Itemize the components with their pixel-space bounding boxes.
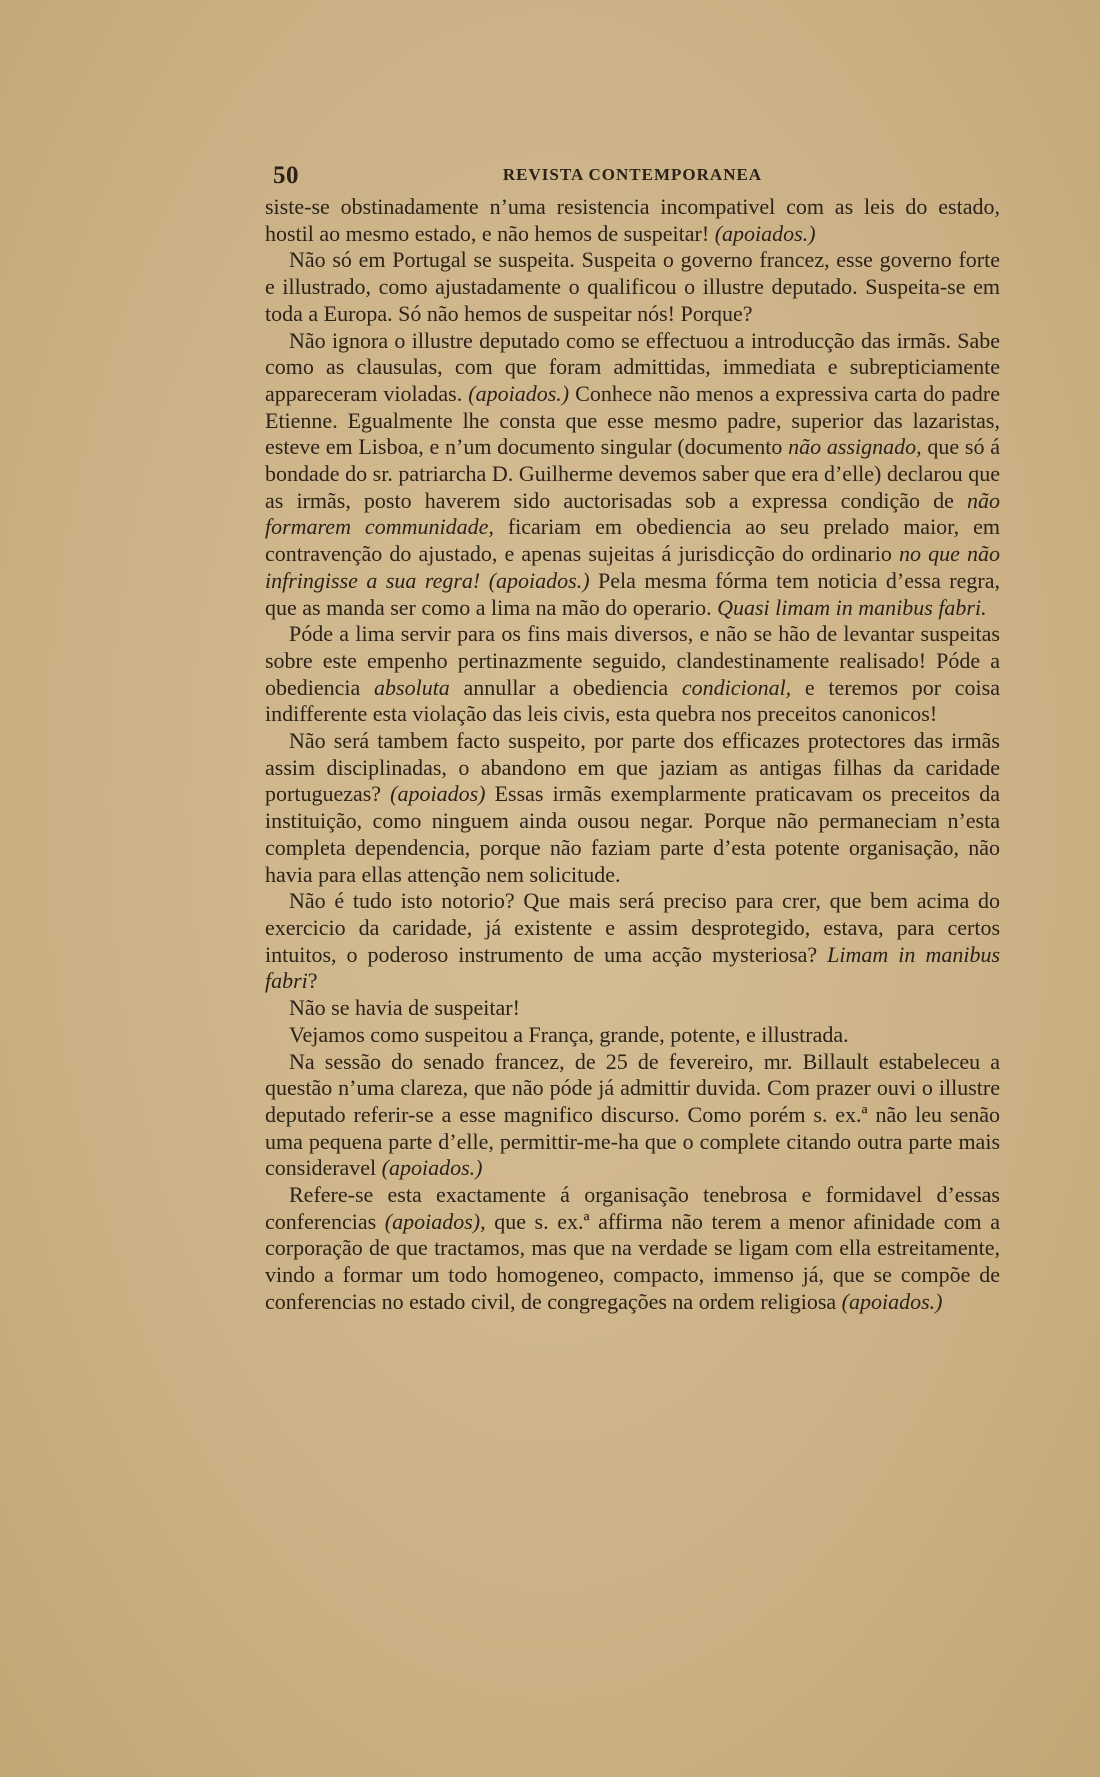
- italic-text: não formarem communidade,: [265, 487, 1000, 540]
- italic-text: condicional,: [681, 674, 792, 700]
- italic-text: (apoiados),: [384, 1208, 486, 1234]
- italic-text: (apoiados.): [714, 220, 816, 246]
- text-run: annullar a obediencia: [449, 674, 682, 700]
- text-run: Vejamos como suspeitou a França, grande, potente, e illustrada.: [289, 1021, 849, 1047]
- italic-text: (apoiados.): [841, 1288, 943, 1314]
- text-run: siste-se obstinadamente n’uma resistencia incompativel com as leis do estado, hostil ao mesmo estado, e não hemos de suspeitar!: [265, 194, 1000, 246]
- page-header: [265, 158, 1000, 194]
- italic-text: (apoiados.): [468, 380, 570, 406]
- page-number: 50: [273, 162, 299, 189]
- text-run: Póde a lima servir para os fins mais diversos, e não se hão de levantar suspeitas sobre este empenho pertinazmente seguido, clandestinamente realisado! Póde a obediencia: [265, 621, 1000, 700]
- italic-text: no que não infringisse a sua regra! (apoiados.): [265, 541, 1000, 593]
- page: [265, 158, 1000, 1316]
- italic-text: Quasi limam in manibus fabri.: [717, 594, 987, 620]
- paragraph: [265, 1182, 1000, 1316]
- text-run: Refere-se esta exactamente á organisação tenebrosa e formidavel d’essas conferencias: [265, 1182, 1000, 1234]
- italic-text: não assignado,: [788, 434, 922, 460]
- text-run: Na sessão do senado francez, de 25 de fevereiro, mr. Billault estabeleceu a questão n’uma clareza, que não póde já admittir duvida. Com prazer ouvi o illustre deputado referir-se a esse magnifico discurso. Como porém s. ex.ª não leu senão uma pequena parte d’elle, permittir-me-ha que o complete citando outra parte mais consideravel: [265, 1048, 1000, 1181]
- paragraph: [265, 247, 1000, 327]
- italic-text: (apoiados.): [381, 1155, 483, 1181]
- text-run: e teremos por coisa indifferente esta violação das leis civis, esta quebra nos preceitos canonicos!: [265, 674, 1000, 727]
- running-title: REVISTA CONTEMPORANEA: [502, 165, 763, 184]
- paragraph: [265, 1049, 1000, 1183]
- paragraph: [265, 1022, 1000, 1049]
- text-run: Essas irmãs exemplarmente praticavam os preceitos da instituição, como ninguem ainda ousou negar. Porque não permaneciam n’esta completa dependencia, porque não faziam parte d’esta potente organisação, não havia para ellas attenção nem solicitude.: [265, 781, 1000, 887]
- italic-text: (apoiados): [390, 781, 486, 807]
- text-run: Não se havia de suspeitar!: [289, 995, 520, 1021]
- text-run: Não só em Portugal se suspeita. Suspeita o governo francez, esse governo forte e illustrado, como ajustadamente o qualificou o illustre deputado. Suspeita-se em toda a Europa. Só não hemos de suspeitar nós! Porque?: [265, 247, 1000, 326]
- text-run: ficariam em obediencia ao seu prelado maior, em contravenção do ajustado, e apenas sujeitas á jurisdicção do ordinario: [265, 514, 1000, 567]
- paragraph: [265, 728, 1000, 888]
- paragraph: [265, 888, 1000, 995]
- paragraph: [265, 194, 1000, 247]
- text-run: que s. ex.ª affirma não terem a menor afinidade com a corporação de que tractamos, mas que na verdade se ligam com ella estreitamente, vindo a formar um todo homogeneo, compacto, immenso já, que se compõe de conferencias no estado civil, de congregações na ordem religiosa: [265, 1208, 1001, 1314]
- paragraph: [265, 621, 1000, 728]
- text-run: Conhece não menos a expressiva carta do padre Etienne. Egualmente lhe consta que esse mesmo padre, superior das lazaristas, esteve em Lisboa, e n’um documento singular (documento: [265, 380, 1000, 460]
- text-run: Pela mesma fórma tem noticia d’essa regra, que as manda ser como a lima na mão do operario.: [265, 567, 1000, 620]
- italic-text: absoluta: [374, 674, 450, 700]
- text-run: que só á bondade do sr. patriarcha D. Guilherme devemos saber que era d’elle) declarou que as irmãs, posto haverem sido auctorisadas sob a expressa condição de: [265, 434, 1001, 513]
- text-run: Não ignora o illustre deputado como se effectuou a introducção das irmãs. Sabe como as clausulas, com que foram admittidas, immediata e subrepticiamente appareceram violadas.: [265, 327, 1000, 406]
- paragraph: [265, 995, 1000, 1022]
- text-run: Não é tudo isto notorio? Que mais será preciso para crer, que bem acima do exercicio da caridade, já existente e assim desprotegido, estava, para certos intuitos, o poderoso instrumento de uma acção mysteriosa?: [265, 888, 1000, 967]
- text-run: ?: [307, 968, 318, 994]
- paragraph: [265, 328, 1000, 622]
- italic-text: Limam in manibus fabri: [265, 941, 1000, 994]
- text-run: Não será tambem facto suspeito, por parte dos efficazes protectores das irmãs assim disciplinadas, o abandono em que jaziam as antigas filhas da caridade portuguezas?: [265, 728, 1000, 807]
- body-text: [265, 194, 1000, 1316]
